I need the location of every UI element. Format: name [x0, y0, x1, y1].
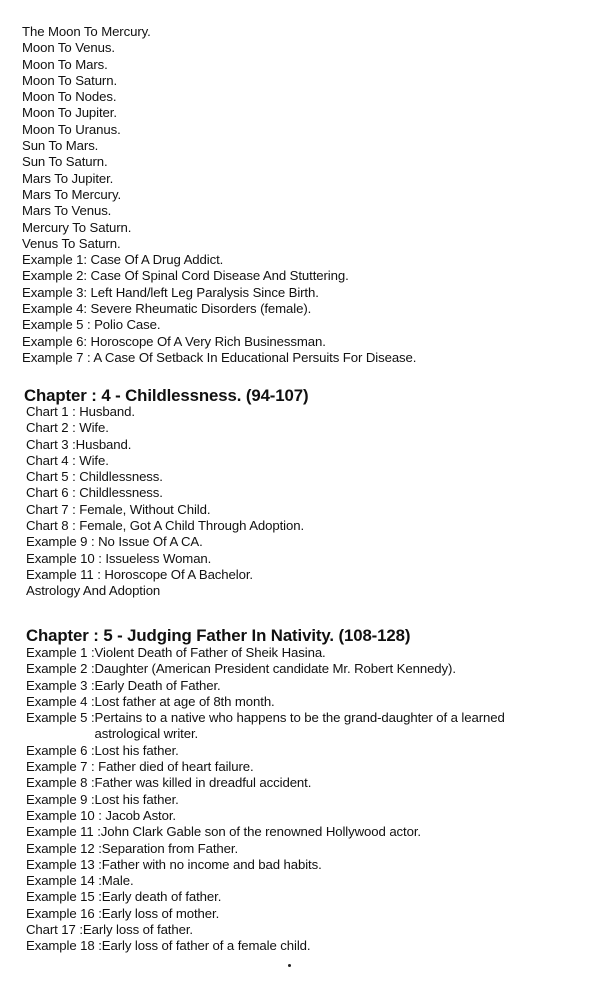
list-item: Example 5 : Polio Case. [22, 317, 161, 333]
list-item: Chart 1 : Husband. [26, 404, 135, 419]
entry-label: Example 1 : [26, 645, 95, 660]
list-item: Moon To Jupiter. [22, 105, 117, 121]
entry-label: Example 2 : [26, 661, 95, 677]
list-item: Chart 6 : Childlessness. [26, 485, 163, 501]
list-item: Sun To Saturn. [22, 154, 108, 170]
list-item [26, 824, 565, 840]
list-item: Example 4: Severe Rheumatic Disorders (female). [22, 301, 312, 317]
list-item: Moon To Nodes. [22, 89, 117, 105]
list-item: Moon To Mars. [22, 56, 108, 72]
entry-text: Father was killed in dreadful accident. [94, 775, 312, 791]
entry-label: Example 4 : [26, 693, 95, 709]
entry-label: Example 5 : [26, 710, 95, 726]
list-item: Venus To Saturn. [22, 235, 121, 251]
list-item: Example 9 : No Issue Of A CA. [26, 534, 203, 550]
chapter-4-heading: Chapter : 4 - Childlessness. (94-107) [24, 386, 309, 405]
section-list-planet-aspects [22, 24, 416, 366]
chapter-5-list [26, 645, 565, 955]
list-item: Mars To Venus. [22, 203, 112, 219]
list-item [26, 710, 565, 743]
entry-text: John Clark Gable son of the renowned Hollywood actor. [100, 824, 421, 840]
list-item: Mars To Jupiter. [22, 170, 114, 186]
list-item: Example 3: Left Hand/left Leg Paralysis Since Birth. [22, 284, 319, 300]
list-item: Moon To Uranus. [22, 121, 121, 137]
list-item: Chart 7 : Female, Without Child. [26, 501, 211, 517]
list-item: Moon To Venus. [22, 40, 115, 56]
entry-text: Separation from Father. [101, 840, 239, 856]
entry-label: Example 14 : [26, 873, 102, 889]
list-item [26, 743, 565, 759]
entry-label: Chart 17 : [26, 922, 83, 938]
entry-label: Example 9 : [26, 791, 95, 807]
entry-label: Example 3 : [26, 677, 95, 693]
list-item [26, 808, 565, 824]
list-item: Example 1: Case Of A Drug Addict. [22, 252, 224, 268]
entry-label: Example 11 : [26, 824, 101, 840]
entry-text: Lost his father. [94, 791, 179, 807]
list-item: Chart 2 : Wife. [26, 420, 109, 436]
entry-label: Example 16 : [26, 905, 102, 921]
entry-label: Example 13 : [26, 856, 102, 872]
entry-text: Early Death of Father. [94, 677, 221, 693]
entry-label: Example 7 : [26, 759, 95, 775]
list-item [26, 922, 565, 938]
list-item [26, 792, 565, 808]
entry-label: Example 6 : [26, 742, 95, 758]
list-item: Mercury To Saturn. [22, 219, 132, 235]
list-item: Moon To Saturn. [22, 72, 118, 88]
list-item: Example 10 : Issueless Woman. [26, 550, 212, 566]
list-item: Chart 5 : Childlessness. [26, 469, 163, 485]
list-item [26, 775, 565, 791]
list-item: Chart 8 : Female, Got A Child Through Adoption. [26, 518, 305, 534]
stray-dot [288, 964, 291, 967]
list-item [26, 873, 565, 889]
entry-label: Example 12 : [26, 840, 102, 856]
list-item [26, 759, 565, 775]
list-item: The Moon To Mercury. [22, 24, 151, 39]
list-item [26, 678, 565, 694]
entry-label: Example 18 : [26, 938, 102, 954]
list-item: Astrology And Adoption [26, 583, 161, 599]
list-item [26, 906, 565, 922]
list-item: Sun To Mars. [22, 138, 99, 154]
entry-text: Pertains to a native who happens to be the grand-daughter of a learned astrological writer. [94, 710, 505, 742]
entry-text: Father died of heart failure. [94, 759, 254, 775]
list-item [26, 857, 565, 873]
entry-text: Daughter (American President candidate Mr. Robert Kennedy). [94, 661, 456, 677]
chapter-5-heading: Chapter : 5 - Judging Father In Nativity. (108-128) [26, 626, 411, 645]
list-item [26, 694, 565, 710]
list-item: Example 11 : Horoscope Of A Bachelor. [26, 566, 253, 582]
list-item [26, 841, 565, 857]
chapter-4-list [26, 404, 304, 600]
list-item: Example 2: Case Of Spinal Cord Disease And Stuttering. [22, 268, 349, 284]
entry-text: Lost father at age of 8th month. [94, 693, 275, 709]
entry-text: Early loss of mother. [101, 905, 220, 921]
list-item [26, 645, 565, 661]
list-item: Example 6: Horoscope Of A Very Rich Businessman. [22, 333, 326, 349]
list-item [26, 938, 565, 954]
entry-text: Jacob Astor. [101, 807, 176, 823]
entry-text: Early loss of father of a female child. [101, 938, 311, 954]
list-item: Chart 3 :Husband. [26, 436, 132, 452]
entry-text: Father with no income and bad habits. [101, 856, 322, 872]
list-item: Chart 4 : Wife. [26, 452, 109, 468]
entry-text: Early loss of father. [82, 922, 193, 938]
entry-label: Example 8 : [26, 775, 95, 791]
list-item: Mars To Mercury. [22, 186, 122, 202]
entry-text: Violent Death of Father of Sheik Hasina. [94, 645, 326, 660]
entry-text: Male. [101, 873, 134, 889]
entry-label: Example 10 : [26, 807, 102, 823]
entry-text: Lost his father. [94, 742, 179, 758]
list-item [26, 661, 565, 677]
list-item [26, 889, 565, 905]
entry-text: Early death of father. [101, 889, 222, 905]
list-item: Example 7 : A Case Of Setback In Educational Persuits For Disease. [22, 349, 417, 365]
entry-label: Example 15 : [26, 889, 102, 905]
